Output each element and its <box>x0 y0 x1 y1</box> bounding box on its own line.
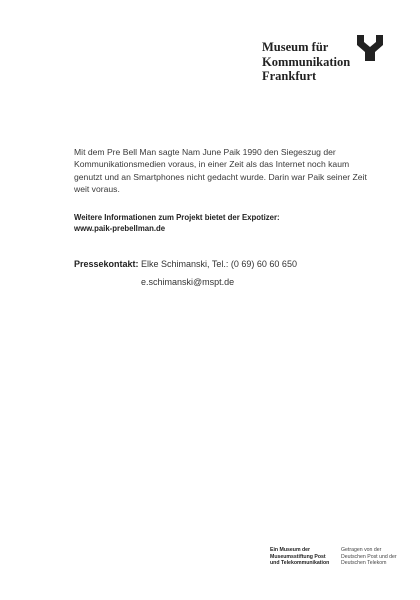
footer-left-line-1: Ein Museum der <box>270 547 311 553</box>
footer-right-line-2: Deutschen Post und der <box>341 553 397 560</box>
footer-left-line-2: Museumsstiftung Post <box>270 553 326 560</box>
info-line: Weitere Informationen zum Projekt bietet der Expotizer: <box>74 213 280 222</box>
body-paragraph: Mit dem Pre Bell Man sagte Nam June Paik 1990 den Siegeszug der Kommunikationsmedien voraus, in einer Zeit als das Internet noch kaum genutzt und an Smartphones nicht gedacht wurde. Darin war Paik seiner Zeit weit voraus. <box>74 147 367 195</box>
press-contact-details: Elke Schimanski, Tel.: (0 69) 60 60 650 <box>138 259 297 269</box>
footer-sponsors <box>341 547 397 567</box>
footer-right-line-3: Deutschen Telekom <box>341 560 387 567</box>
logo-line-1: Museum für <box>262 40 329 54</box>
press-contact <box>74 258 297 270</box>
logo-line-2: Kommunikation <box>262 54 351 69</box>
press-email-link[interactable]: e.schimanski@mspt.de <box>141 277 235 287</box>
project-url-link[interactable]: www.paik-prebellman.de <box>74 224 166 233</box>
info-block <box>74 212 374 234</box>
footer-museum-foundation <box>270 547 329 567</box>
museum-logo-mark-icon <box>355 33 385 63</box>
footer-left-line-3: und Telekommunikation <box>270 560 330 567</box>
logo-line-3: Frankfurt <box>262 69 317 83</box>
press-contact-label: Pressekontakt: <box>74 259 139 269</box>
museum-logo-text <box>262 40 350 84</box>
footer-right-line-1: Getragen von der <box>341 547 382 553</box>
